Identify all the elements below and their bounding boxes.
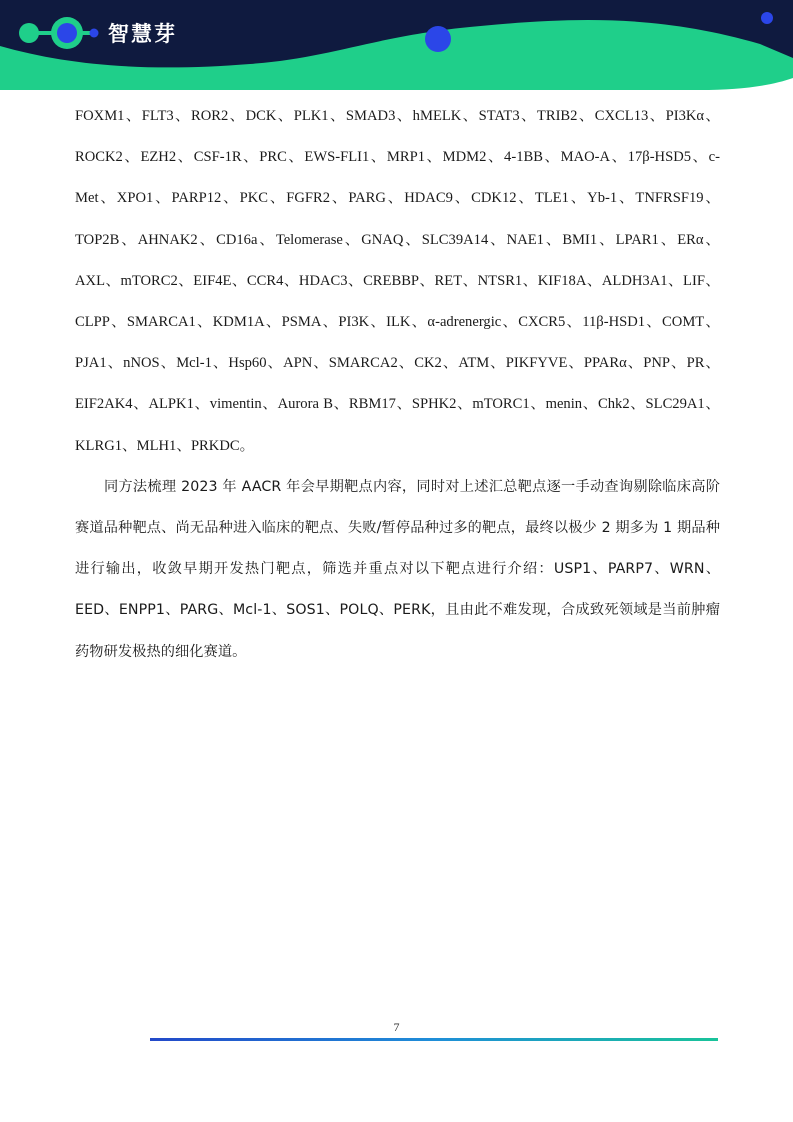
brand-name: 智慧芽 [108,22,177,46]
footer-rule [150,1038,718,1041]
blue-dot-small [761,12,773,24]
target-list-paragraph: FOXM1、FLT3、ROR2、DCK、PLK1、SMAD3、hMELK、STAT3、TRIB2、CXCL13、PI3Kα、ROCK2、EZH2、CSF-1R、PRC、EWS-FLI1、MRP1、MDM2、4-1BB、MAO-A、17β-HSD5、c-Met、XPO1、PARP12、PKC、FGFR2、PARG、HDAC9、CDK12、TLE1、Yb-1、TNFRSF19、TOP2B、AHNAK2、CD16a、Telomerase、GNAQ、SLC39A14、NAE1、BMI1、LPAR1、ERα、AXL、mTORC2、EIF4E、CCR4、HDAC3、CREBBP、RET、NTSR1、KIF18A、ALDH3A1、LIF、CLPP、SMARCA1、KDM1A、PSMA、PI3K、ILK、α-adrenergic、CXCR5、11β-HSD1、COMT、PJA1、nNOS、Mcl-1、Hsp60、APN、SMARCA2、CK2、ATM、PIKFYVE、PPARα、PNP、PR、EIF2AK4、ALPK1、vimentin、Aurora B、RBM17、SPHK2、mTORC1、menin、Chk2、SLC29A1、KLRG1、MLH1、PRKDC。 [75,108,720,454]
document-body [75,96,720,673]
blue-dot-large [425,26,451,52]
page-header [0,0,793,90]
summary-paragraph: 同方法梳理 2023 年 AACR 年会早期靶点内容，同时对上述汇总靶点逐一手动查询剔除临床高阶赛道品种靶点、尚无品种进入临床的靶点、失败/暂停品种过多的靶点，最终以极少 2 期多为 1 期品种进行输出，收敛早期开发热门靶点，筛选并重点对以下靶点进行介绍：USP1、PARP7、WRN、EED、ENPP1、PARG、Mcl-1、SOS1、POLQ、PERK，且由此不难发现，合成致死领域是当前肿瘤药物研发极热的细化赛道。 [75,478,720,660]
page-number: 7 [393,1020,400,1034]
